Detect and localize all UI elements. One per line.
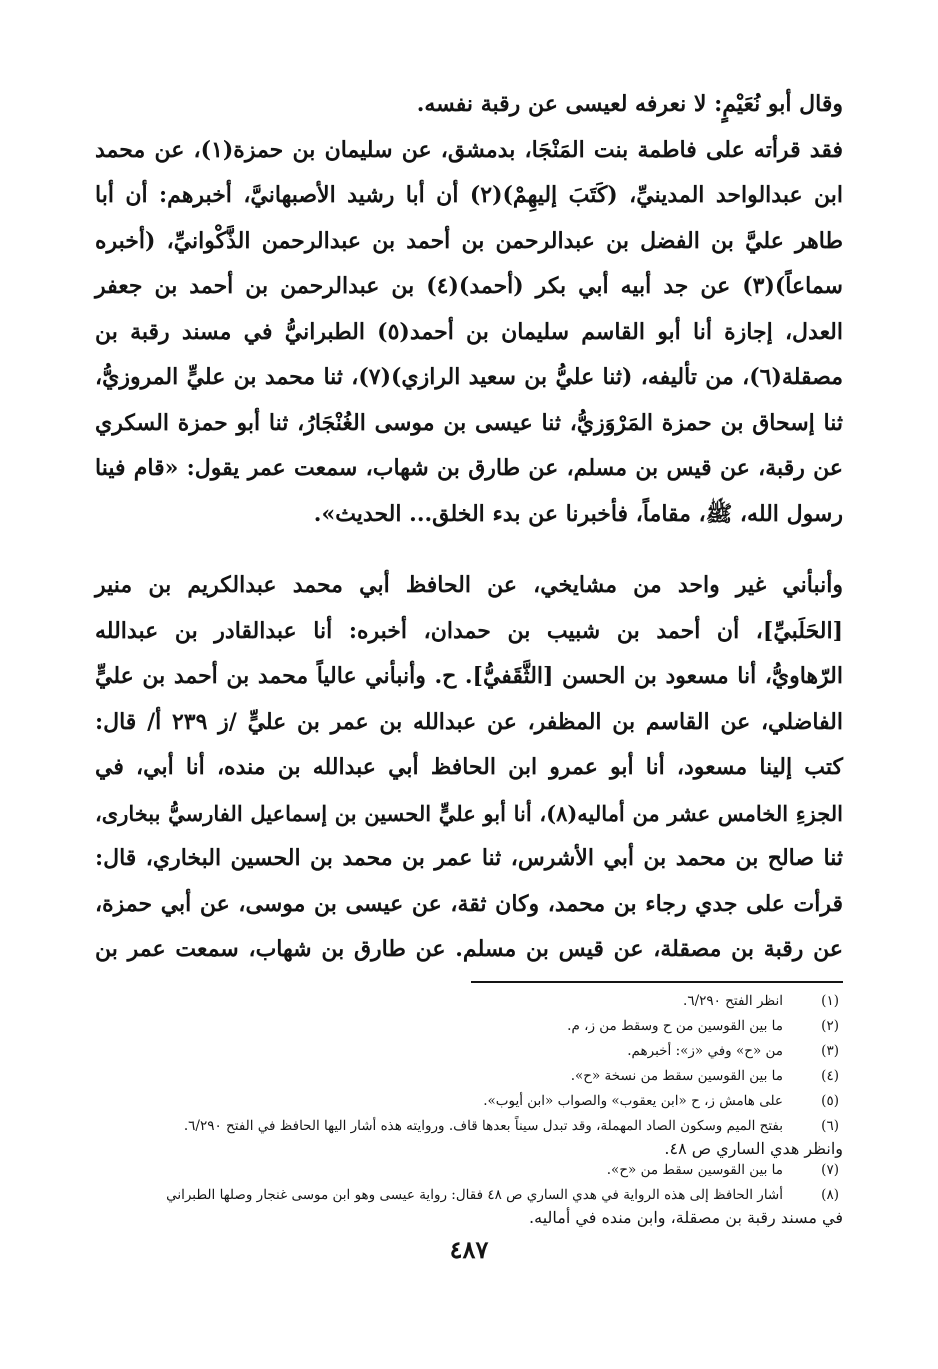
text-line: قرأت على جدي رجاء بن محمد، وكان ثقة، عن عيسى بن موسى، عن أبي حمزة، [95, 890, 843, 917]
text-line: سماعاً)(٣) عن جد أبيه أبي بكر (أحمد)(٤) بن عبدالرحمن بن أحمد بن جعفر [95, 273, 843, 299]
footnote-number: (٣) [821, 1042, 839, 1059]
footnote-text: ما بين القوسين من ح وسقط من ز، م. [567, 1017, 783, 1034]
footnote [95, 989, 843, 1014]
footnote-number: (٦) [821, 1117, 839, 1134]
footnote-separator [471, 981, 843, 983]
footnote-number: (٨) [821, 1186, 839, 1203]
text-line: وقال أبو نُعَيْمٍ: لا نعرفه لعيسى عن رقبة نفسه. [416, 91, 843, 117]
footnote-number: (٥) [821, 1092, 839, 1109]
footnote [95, 1089, 843, 1114]
text-line: ثنا صالح بن محمد بن أبي الأشرس، ثنا عمر بن محمد بن الحسين البخاري، قال: [95, 845, 843, 871]
footnote-number: (٤) [821, 1067, 839, 1084]
text-line: الرّهاويُّ، أنا مسعود بن الحسن [الثَّقَفيُّ]. ح. وأنبأني عالياً محمد بن أحمد بن عليٍّ [95, 663, 844, 689]
text-line: [الحَلَبيِّ]، أن أحمد بن شبيب بن حمدان، أخبره: أنا عبدالقادر بن عبدالله [95, 617, 843, 644]
footnote-text: على هامش ز، ح «ابن يعقوب» والصواب «ابن أيوب». [483, 1092, 783, 1109]
footnote [95, 1114, 843, 1139]
text-line: طاهر عليَّ بن الفضل بن عبدالرحمن بن أحمد بن عبدالرحمن الذَّكْوانيِّ، (أخبره [95, 227, 843, 254]
footnotes [95, 989, 843, 1227]
footnote-continuation: في مسند رقبة بن مصقلة، وابن منده في أماليه. [529, 1207, 843, 1227]
footnote-text: انظر الفتح ٦/٢٩٠. [683, 992, 783, 1009]
text-line: ابن عبدالواحد المدينيِّ، (كَتَبَ إليهِمْ)(٢) أن أبا رشيد الأصبهانيَّ، أخبرهم: أن أبا [95, 182, 843, 208]
text-line: وأنبأني غير واحد من مشايخي، عن الحافظ أبي محمد عبدالكريم بن منير [95, 572, 843, 598]
footnote [95, 1039, 843, 1064]
text-line: كتب إلينا مسعود، أنا أبو عمرو ابن الحافظ أبي عبدالله بن منده، أنا أبي، في [95, 754, 843, 780]
text-line: مصقلة(٦)، من تأليفه، (ثنا عليُّ بن سعيد الرازي)(٧)، ثنا محمد بن عليٍّ المروزيُّ، [95, 364, 843, 390]
footnote-text: ما بين القوسين سقط من «ح». [606, 1161, 783, 1178]
text-line: عن رقبة، عن قيس بن مسلم، عن طارق بن شهاب، سمعت عمر يقول: «قام فينا [95, 455, 843, 481]
footnote [95, 1183, 843, 1208]
footnote-number: (١) [821, 992, 839, 1009]
page-number: ٤٨٧ [449, 1235, 489, 1264]
text-line: فقد قرأته على فاطمة بنت المَنْجَا، بدمشق، عن سليمان بن حمزة(١)، عن محمد [95, 136, 843, 163]
main-text [95, 82, 843, 973]
text-line: العدل، إجازة أنا أبو القاسم سليمان بن أحمد(٥) الطبرانيُّ في مسند رقبة بن [95, 318, 843, 345]
text-line: عن رقبة بن مصقلة، عن قيس بن مسلم. عن طارق بن شهاب، سمعت عمر بن [95, 936, 843, 962]
text-line: الجزءِ الخامس عشر من أماليه(٨)، أنا أبو عليٍّ الحسين بن إسماعيل الفارسيُّ ببخارى، [95, 800, 843, 826]
footnote [95, 1064, 843, 1089]
footnote-text: من «ح» وفي «ز»: أخبرهم. [627, 1042, 783, 1059]
footnote [95, 1158, 843, 1183]
footnote-text: بفتح الميم وسكون الصاد المهملة، وقد تبدل سيناً بعدها قاف. وروايته هذه أشار اليها الحافظ في الفتح ٦/٢٩٠. [183, 1117, 783, 1134]
text-line: رسول الله، ﷺ، مقاماً، فأخبرنا عن بدء الخلق... الحديث». [313, 500, 843, 527]
footnote-continuation: وانظر هدي الساري ص ٤٨. [664, 1138, 843, 1158]
footnote-number: (٧) [821, 1161, 839, 1178]
book-page [95, 82, 843, 1227]
footnote-number: (٢) [821, 1017, 839, 1034]
footnote-text: أشار الحافظ إلى هذه الرواية في هدي الساري ص ٤٨ فقال: رواية عيسى وهو ابن موسى غنجار وصلها الطبراني [166, 1186, 783, 1203]
text-line: ثنا إسحاق بن حمزة المَرْوَزيُّ، ثنا عيسى بن موسى الغُنْجَارُ، ثنا أبو حمزة السكري [95, 409, 843, 436]
footnote [95, 1014, 843, 1039]
text-line: الفاضلي، عن القاسم بن المظفر، عن عبدالله بن عمر بن عليٍّ /ز ٢٣٩ أ/ قال: [95, 708, 843, 735]
footnote-text: ما بين القوسين سقط من نسخة «ح». [570, 1067, 783, 1084]
